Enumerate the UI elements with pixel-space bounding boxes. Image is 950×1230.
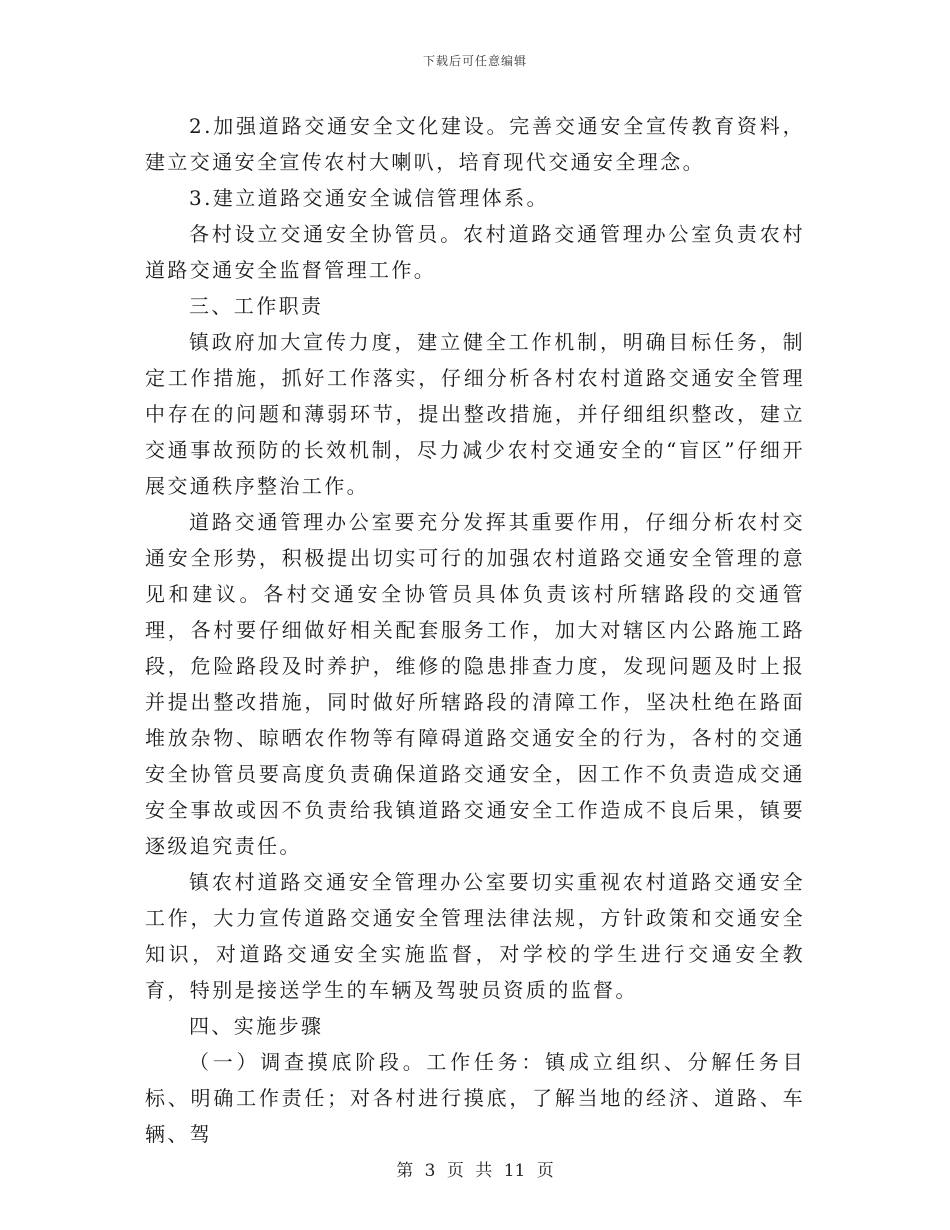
page-header: 下载后可任意编辑 xyxy=(422,54,527,68)
paragraph-traffic-office: 道路交通管理办公室要充分发挥其重要作用，仔细分析农村交通安全形势，积极提出切实可行的加强农村道路交通安全管理的意见和建议。各村交通安全协管员具体负责该村所辖路段的交通管理，各村要仔细做好相关配套服务工作，加大对辖区内公路施工路段，危险路段及时养护，维修的隐患排查力度，发现问题及时上报并提出整改措施，同时做好所辖路段的清障工作，坚决杜绝在路面堆放杂物、晾晒农作物等有障碍道路交通安全的行为，各村的交通安全协管员要高度负责确保道路交通安全，因工作不负责造成交通安全事故或因不负责给我镇道路交通安全工作造成不良后果，镇要逐级追究责任。 xyxy=(145,510,805,858)
paragraph-safety-management-office: 镇农村道路交通安全管理办公室要切实重视农村道路交通安全工作，大力宣传道路交通安全管理法律法规，方针政策和交通安全知识，对道路交通安全实施监督，对学校的学生进行交通安全教育，特别是接送学生的车辆及驾驶员资质的监督。 xyxy=(145,870,805,1002)
paragraph-town-government: 镇政府加大宣传力度，建立健全工作机制，明确目标任务，制定工作措施，抓好工作落实，仔细分析各村农村道路交通安全管理中存在的问题和薄弱环节，提出整改措施，并仔细组织整改，建立交通事故预防的长效机制，尽力减少农村交通安全的“盲区”仔细开展交通秩序整治工作。 xyxy=(145,330,805,498)
paragraph-culture-building: 2.加强道路交通安全文化建设。完善交通安全宣传教育资料，建立交通安全宣传农村大喇叭，培育现代交通安全理念。 xyxy=(145,114,805,174)
section-heading-implementation-steps: 四、实施步骤 xyxy=(189,1014,324,1038)
page-number: 第 3 页 共 11 页 xyxy=(396,1161,554,1181)
section-heading-responsibilities: 三、工作职责 xyxy=(189,294,324,318)
document-body xyxy=(145,108,805,1152)
paragraph-integrity-system: 3.建立道路交通安全诚信管理体系。 xyxy=(189,186,549,210)
paragraph-village-coordinators: 各村设立交通安全协管员。农村道路交通管理办公室负责农村道路交通安全监督管理工作。 xyxy=(145,222,805,282)
paragraph-survey-stage: （一）调查摸底阶段。工作任务：镇成立组织、分解任务目标、明确工作责任；对各村进行摸底，了解当地的经济、道路、车辆、驾 xyxy=(145,1050,805,1146)
